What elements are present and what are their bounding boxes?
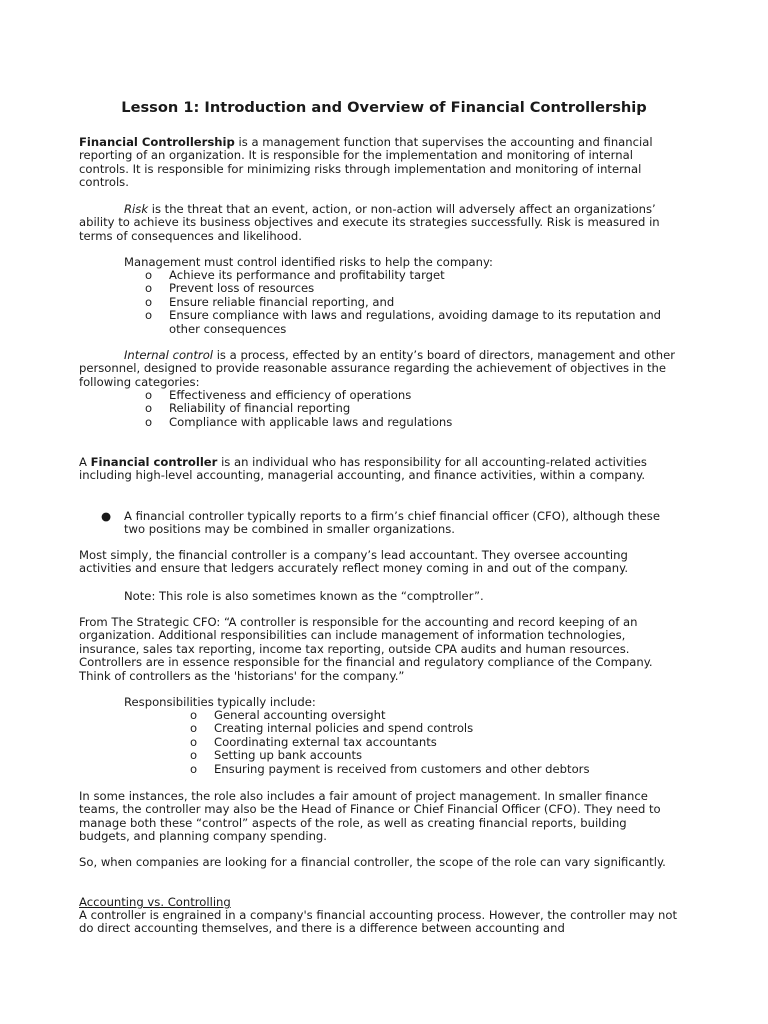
list-marker: o (145, 281, 153, 296)
list-item: o Ensure compliance with laws and regulations, avoiding damage to its reputation and other consequences (145, 308, 662, 336)
internal-control-text: is a process, effected by an entity’s board of directors, management and other personnel, designed to provide reasonable assurance regarding the achievement of objectives in the following categories: (79, 348, 675, 389)
accounting-vs-controlling-heading: Accounting vs. Controlling (79, 895, 231, 909)
list-item: o Effectiveness and efficiency of operations (145, 388, 412, 402)
list-marker: o (145, 294, 153, 309)
bullet-marker: ● (101, 509, 112, 523)
list-item: o Ensuring payment is received from customers and other debtors (190, 761, 590, 776)
internal-control-term: Internal control (124, 348, 214, 362)
list-marker: o (145, 401, 153, 416)
list-marker: o (190, 734, 198, 749)
responsibilities-list (0, 709, 768, 776)
list-marker: o (190, 748, 198, 763)
internal-control-list (0, 389, 768, 429)
list-marker: o (145, 414, 153, 429)
controller-term: Financial controller (90, 455, 218, 469)
controller-text: is an individual who has responsibility for all accounting-related activities including high-level accounting, managerial accounting, and finance activities, within a company. (79, 455, 647, 483)
list-item: o Compliance with applicable laws and regulations (145, 414, 453, 429)
risk-term: Risk (124, 202, 149, 216)
internal-control-paragraph (79, 349, 679, 389)
management-lead: Management must control identified risks to help the company: (124, 255, 493, 269)
responsibilities-lead: Responsibilities typically include: (124, 695, 316, 709)
list-marker: o (145, 388, 153, 402)
simply-paragraph: Most simply, the financial controller is a company’s lead accountant. They oversee accounting activities and ensure that ledgers accurately reflect money coming in and out of the company. (79, 548, 629, 576)
list-item: o Reliability of financial reporting (145, 401, 351, 416)
strategic-cfo-paragraph: From The Strategic CFO: “A controller is responsible for the accounting and record keeping of an organization. Additional responsibilities can include management of information technologies, insurance, sales tax reporting, income tax reporting, outside CPA audits and human resources. Controllers are in essence responsible for the financial and regulatory compliance of the Company. Think of controllers as the 'historians' for the company.” (79, 615, 653, 683)
instances-paragraph: In some instances, the role also includes a fair amount of project management. In smaller finance teams, the controller may also be the Head of Finance or Chief Financial Officer (CFO). They need to manage both these “control” aspects of the role, as well as creating financial reports, building budgets, and planning company spending. (79, 789, 661, 844)
list-marker: o (190, 721, 198, 736)
risk-text: is the threat that an event, action, or non-action will adversely affect an organizations’ ability to achieve its business objectives and execute its strategies successfully. Risk is measured in terms of consequences and likelihood. (79, 202, 660, 243)
note-paragraph: Note: This role is also sometimes known as the “comptroller”. (124, 589, 484, 603)
risk-paragraph (79, 203, 679, 243)
list-marker: o (190, 708, 198, 722)
scope-paragraph: So, when companies are looking for a financial controller, the scope of the role can vary significantly. (79, 855, 666, 869)
list-item: o Ensure reliable financial reporting, and (145, 294, 395, 309)
lesson-title: Lesson 1: Introduction and Overview of Financial Controllership (121, 99, 647, 116)
list-item: o Setting up bank accounts (190, 748, 363, 763)
list-marker: o (190, 761, 198, 776)
intro-term: Financial Controllership (79, 135, 235, 149)
accounting-vs-controlling-paragraph: A controller is engrained in a company's financial accounting process. However, the controller may not do direct accounting themselves, and there is a difference between accounting and (79, 908, 678, 936)
list-item: o General accounting oversight (190, 708, 386, 722)
controller-paragraph: A Financial controller is an individual who has responsibility for all accounting-related activities including high-level accounting, managerial accounting, and finance activities, within a company. (79, 455, 647, 483)
list-marker: o (145, 268, 153, 282)
intro-paragraph (79, 136, 679, 190)
management-list (0, 269, 768, 336)
list-item: o Achieve its performance and profitability target (145, 268, 445, 282)
intro-text: is a management function that supervises the accounting and financial reporting of an organization. It is responsible for the implementation and monitoring of internal controls. It is responsible for minimizing risks through implementation and monitoring of internal controls. (79, 135, 653, 190)
list-item: o Creating internal policies and spend controls (190, 721, 474, 736)
list-item: o Coordinating external tax accountants (190, 734, 437, 749)
list-item: o Prevent loss of resources (145, 281, 315, 296)
list-marker: o (145, 308, 153, 323)
controller-bullet-list (0, 510, 768, 537)
list-item: ● A financial controller typically reports to a firm’s chief financial officer (CFO), although these two positions may be combined in smaller organizations. (101, 509, 660, 537)
